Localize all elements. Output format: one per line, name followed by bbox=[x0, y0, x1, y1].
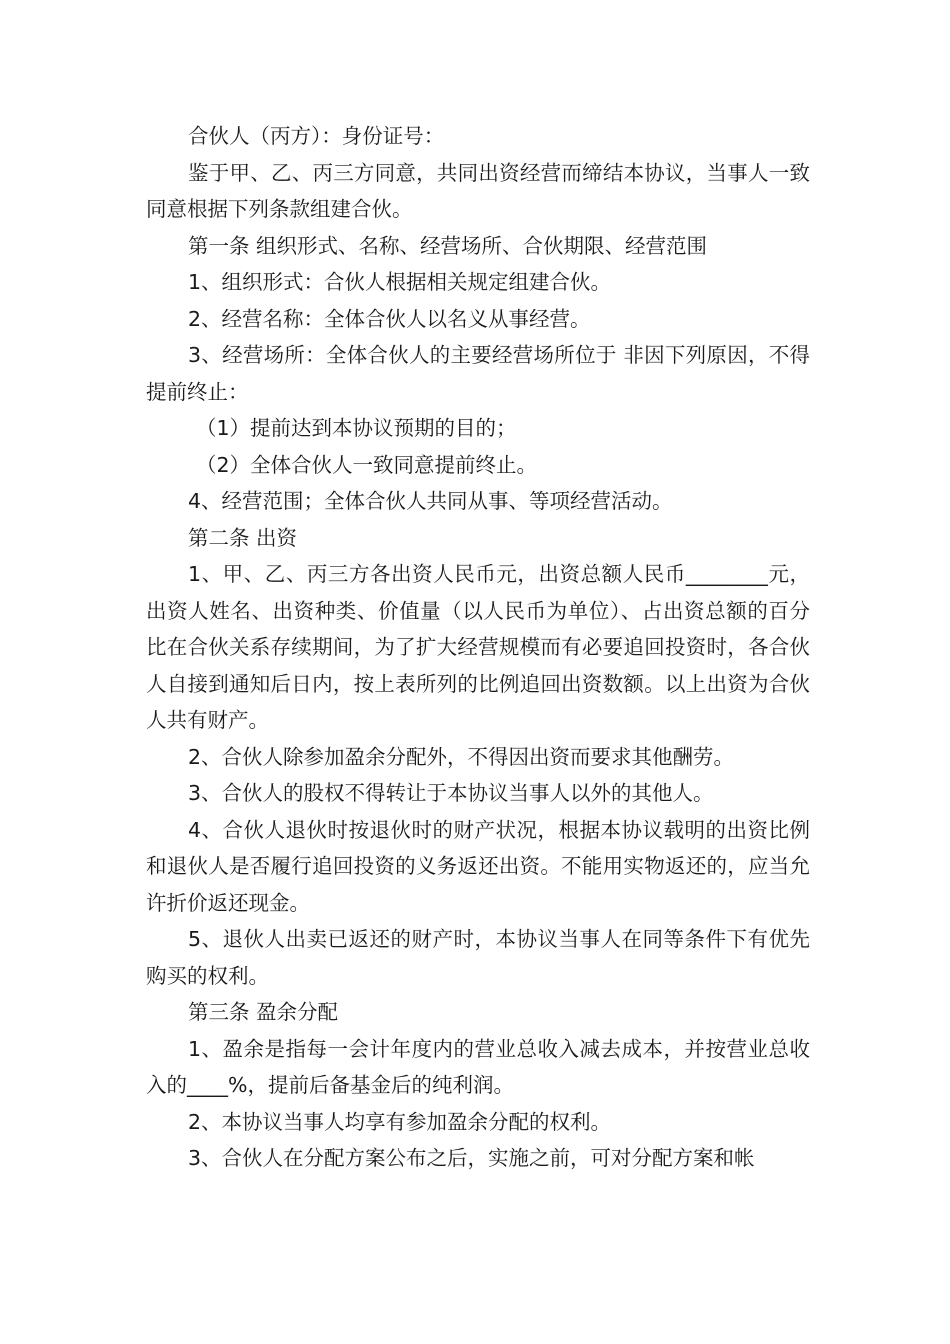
heading-article-2: 第二条 出资 bbox=[188, 525, 298, 550]
paragraph-surplus-definition: 1、盈余是指每一会计年度内的营业总收入减去成本，并按营业总收入的____%，提前后备基金后的纯利润。 bbox=[146, 1036, 810, 1097]
paragraph-business-place: 3、经营场所：全体合伙人的主要经营场所位于 非因下列原因，不得提前终止： bbox=[146, 343, 810, 404]
paragraph-capital-contribution: 1、甲、乙、丙三方各出资人民币元，出资总额人民币________元， 出资人姓名、出资种类、价值量（以人民币为单位）、占出资总额的百分比在合伙关系存续期间，为了扩大经营规模而有必要追回投资时，各合伙人自接到通知后日内，按上表所列的比例追回出资数额。以上出资为合伙人共有财产。 bbox=[146, 562, 810, 732]
paragraph-withdrawal: 4、合伙人退伙时按退伙时的财产状况，根据本协议载明的出资比例和退伙人是否履行追回投资的义务返还出资。不能用实物返还的，应当允许折价返还现金。 bbox=[146, 817, 810, 915]
paragraph-business-scope: 4、经营范围；全体合伙人共同从事、等项经营活动。 bbox=[188, 489, 673, 513]
paragraph-no-extra-remuneration: 2、合伙人除参加盈余分配外，不得因出资而要求其他酬劳。 bbox=[188, 744, 735, 769]
list-item-termination-1: （1）提前达到本协议预期的目的； bbox=[196, 416, 517, 440]
paragraph-business-name: 2、经营名称：全体合伙人以名义从事经营。 bbox=[188, 306, 591, 331]
paragraph-organization-form: 1、组织形式：合伙人根据相关规定组建合伙。 bbox=[188, 270, 612, 294]
paragraph-partner-c: 合伙人（丙方）：身份证号： bbox=[188, 124, 445, 148]
document-body bbox=[146, 118, 810, 1177]
paragraph-preamble: 鉴于甲、乙、丙三方同意，共同出资经营而缔结本协议，当事人一致同意根据下列条款组建合伙。 bbox=[146, 160, 810, 221]
heading-article-3: 第三条 盈余分配 bbox=[188, 1000, 339, 1024]
paragraph-surplus-right: 2、本协议当事人均享有参加盈余分配的权利。 bbox=[188, 1109, 612, 1134]
paragraph-distribution-objection: 3、合伙人在分配方案公布之后，实施之前，可对分配方案和帐 bbox=[188, 1146, 755, 1170]
list-item-termination-2: （2）全体合伙人一致同意提前终止。 bbox=[196, 452, 538, 477]
paragraph-equity-transfer: 3、合伙人的股权不得转让于本协议当事人以外的其他人。 bbox=[188, 781, 714, 805]
heading-article-1: 第一条 组织形式、名称、经营场所、合伙期限、经营范围 bbox=[188, 233, 708, 258]
paragraph-preemptive-right: 5、退伙人出卖已返还的财产时，本协议当事人在同等条件下有优先购买的权利。 bbox=[146, 927, 810, 988]
